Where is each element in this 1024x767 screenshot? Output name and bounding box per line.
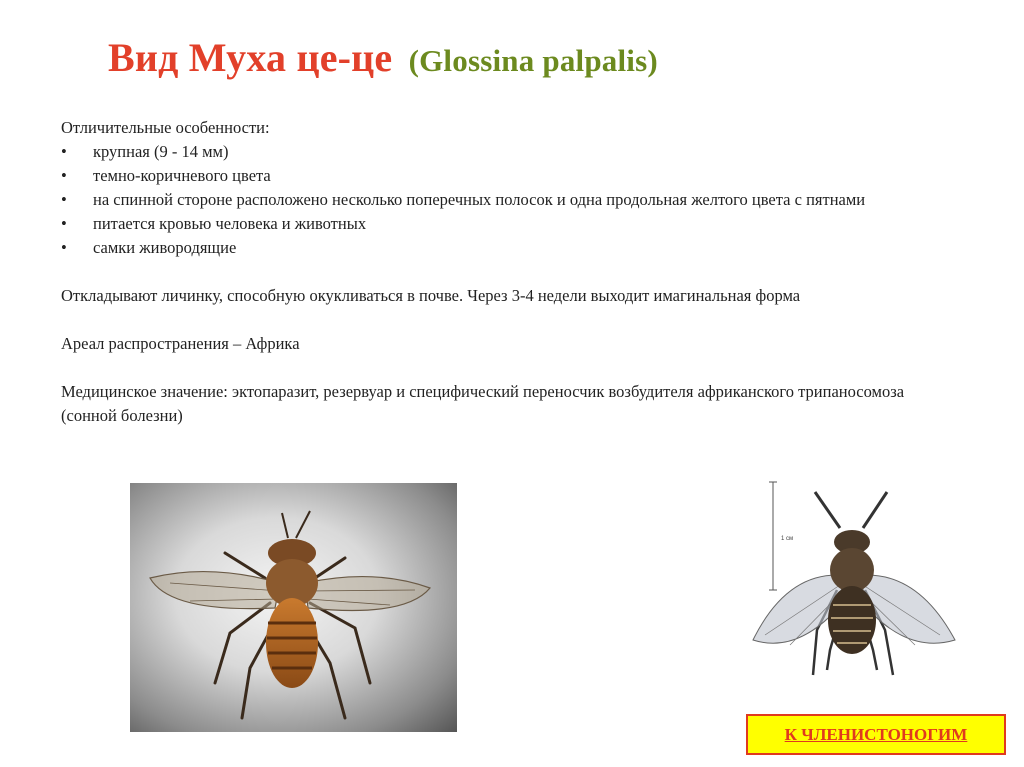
list-item: [61, 188, 921, 212]
list-item: [61, 212, 921, 236]
area-paragraph: Ареал распространения – Африка: [61, 334, 300, 353]
features-heading: Отличительные особенности:: [61, 118, 270, 137]
features-list: [61, 140, 921, 260]
body-text: [61, 116, 921, 428]
tsetse-fly-photo-drawing: [130, 483, 457, 732]
to-arthropods-button-label: К ЧЛЕНИСТОНОГИМ: [784, 724, 968, 744]
title-latin-name: (Glossina palpalis): [408, 43, 658, 78]
bullet: •: [61, 166, 67, 185]
list-item-text: на спинной стороне расположено несколько поперечных полосок и одна продольная желтого цвета с пятнами: [93, 190, 866, 209]
list-item: [61, 164, 921, 188]
tsetse-fly-illustration-drawing: [745, 480, 960, 685]
list-item-text: темно-коричневого цвета: [93, 166, 271, 185]
medical-paragraph: Медицинское значение: эктопаразит, резервуар и специфический переносчик возбудителя африканского трипаносомоза (сонной болезни): [61, 382, 905, 425]
bullet: •: [61, 142, 67, 161]
list-item: [61, 236, 921, 260]
page-title: [108, 34, 658, 81]
list-item-text: крупная (9 - 14 мм): [93, 142, 229, 161]
title-main: Вид Муха це-це: [108, 35, 393, 80]
scale-bar: [769, 482, 777, 590]
bullet: •: [61, 190, 67, 209]
scale-label: 1 см: [781, 536, 794, 542]
bullet: •: [61, 214, 67, 233]
larva-paragraph: Откладывают личинку, способную окукливаться в почве. Через 3-4 недели выходит имагинальная форма: [61, 286, 801, 305]
bullet: •: [61, 238, 67, 257]
list-item-text: самки живородящие: [93, 238, 237, 257]
tsetse-fly-photo: [130, 483, 457, 732]
list-item-text: питается кровью человека и животных: [93, 214, 367, 233]
to-arthropods-button[interactable]: [746, 714, 1006, 755]
list-item: [61, 140, 921, 164]
tsetse-fly-illustration: [745, 480, 960, 685]
